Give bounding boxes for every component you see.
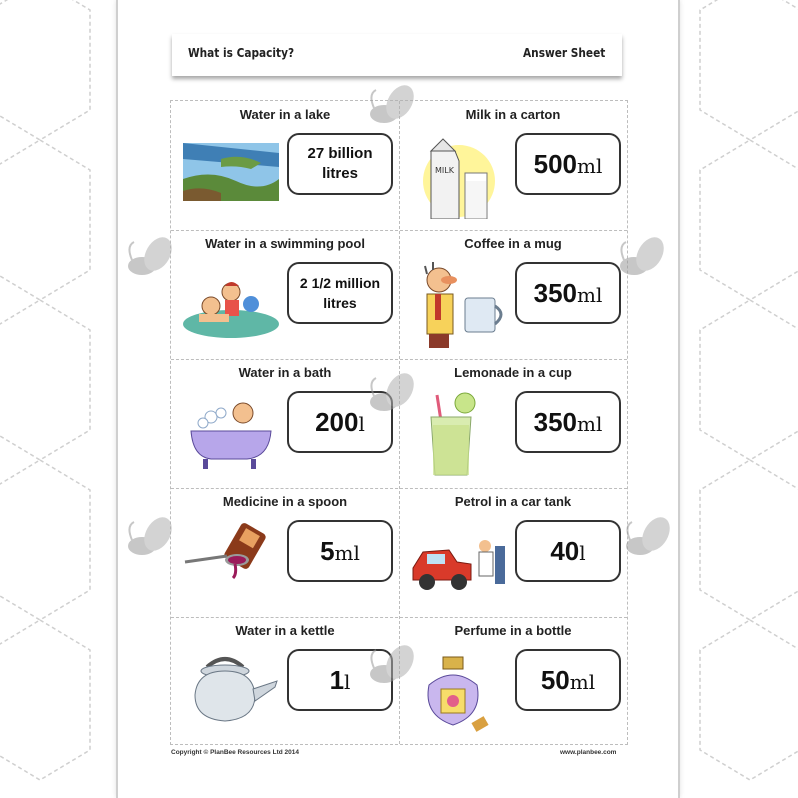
answer-amount: 200 (315, 406, 359, 437)
lemonade-cup-icon (409, 387, 509, 477)
answer-amount: 50 (540, 664, 570, 695)
answer-amount: 500 (533, 148, 577, 179)
bee-icon (362, 84, 422, 134)
bee-icon (120, 236, 180, 286)
card-title: Water in a swimming pool (205, 236, 365, 251)
answer-box (515, 262, 621, 324)
car-petrol-icon (409, 516, 509, 606)
answer-unit: ml (577, 411, 603, 436)
card-title: Water in a bath (238, 365, 332, 380)
milk-carton-icon (409, 129, 509, 219)
bathtub-icon (181, 387, 281, 477)
card-title: Petrol in a car tank (454, 494, 572, 509)
card-title: Water in a lake (239, 107, 331, 122)
card-title: Perfume in a bottle (454, 623, 572, 638)
answer-amount: 350 (533, 406, 577, 437)
answer-unit: ml (577, 282, 603, 307)
bee-icon (362, 644, 422, 694)
answer-unit: l (358, 411, 365, 436)
answer-box (287, 133, 393, 195)
bee-icon (362, 372, 422, 422)
answer-unit: litres (322, 165, 358, 182)
copyright-text: Copyright © PlanBee Resources Ltd 2014 (171, 749, 299, 756)
card-title: Lemonade in a cup (454, 365, 572, 380)
answer-box (515, 133, 621, 195)
card-title: Milk in a carton (465, 107, 561, 122)
answer-amount: 1 (329, 664, 345, 695)
bee-icon (618, 516, 678, 566)
answer-box (287, 262, 393, 324)
card-perfume (399, 617, 627, 746)
answer-unit: l (344, 669, 351, 694)
answer-amount: 5 (320, 535, 335, 566)
answer-unit: litres (323, 295, 357, 311)
answer-unit: ml (334, 540, 360, 565)
kettle-icon (181, 645, 281, 735)
card-coffee (399, 230, 627, 359)
answer-box (515, 391, 621, 453)
lake-icon (181, 129, 281, 219)
answer-amount: 2 1/2 million (299, 275, 381, 291)
answer-unit: ml (577, 153, 603, 178)
card-title: Medicine in a spoon (222, 494, 348, 509)
swimmers-icon (181, 258, 281, 348)
bee-icon (120, 516, 180, 566)
card-medicine (171, 488, 399, 617)
card-petrol (399, 488, 627, 617)
answer-sheet-label: Answer Sheet (523, 46, 606, 60)
card-lemonade (399, 359, 627, 488)
website-text: www.planbee.com (560, 749, 617, 756)
answer-amount: 350 (533, 277, 577, 308)
page-title: What is Capacity? (188, 46, 295, 60)
coffee-mug-icon (409, 258, 509, 348)
answer-amount: 27 billion (307, 145, 373, 162)
bee-icon (612, 236, 672, 286)
card-swimming-pool (171, 230, 399, 359)
answer-amount: 40 (550, 535, 580, 566)
answer-box (287, 520, 393, 582)
card-title: Water in a kettle (235, 623, 335, 638)
card-milk (399, 101, 627, 230)
svg-text:MILK: MILK (435, 166, 454, 175)
answer-box (515, 649, 621, 711)
perfume-bottle-icon (409, 645, 509, 735)
answer-unit: ml (569, 669, 596, 694)
answer-unit: l (579, 540, 586, 565)
card-title: Coffee in a mug (464, 236, 562, 251)
answer-box (515, 520, 621, 582)
medicine-spoon-icon (181, 516, 281, 606)
